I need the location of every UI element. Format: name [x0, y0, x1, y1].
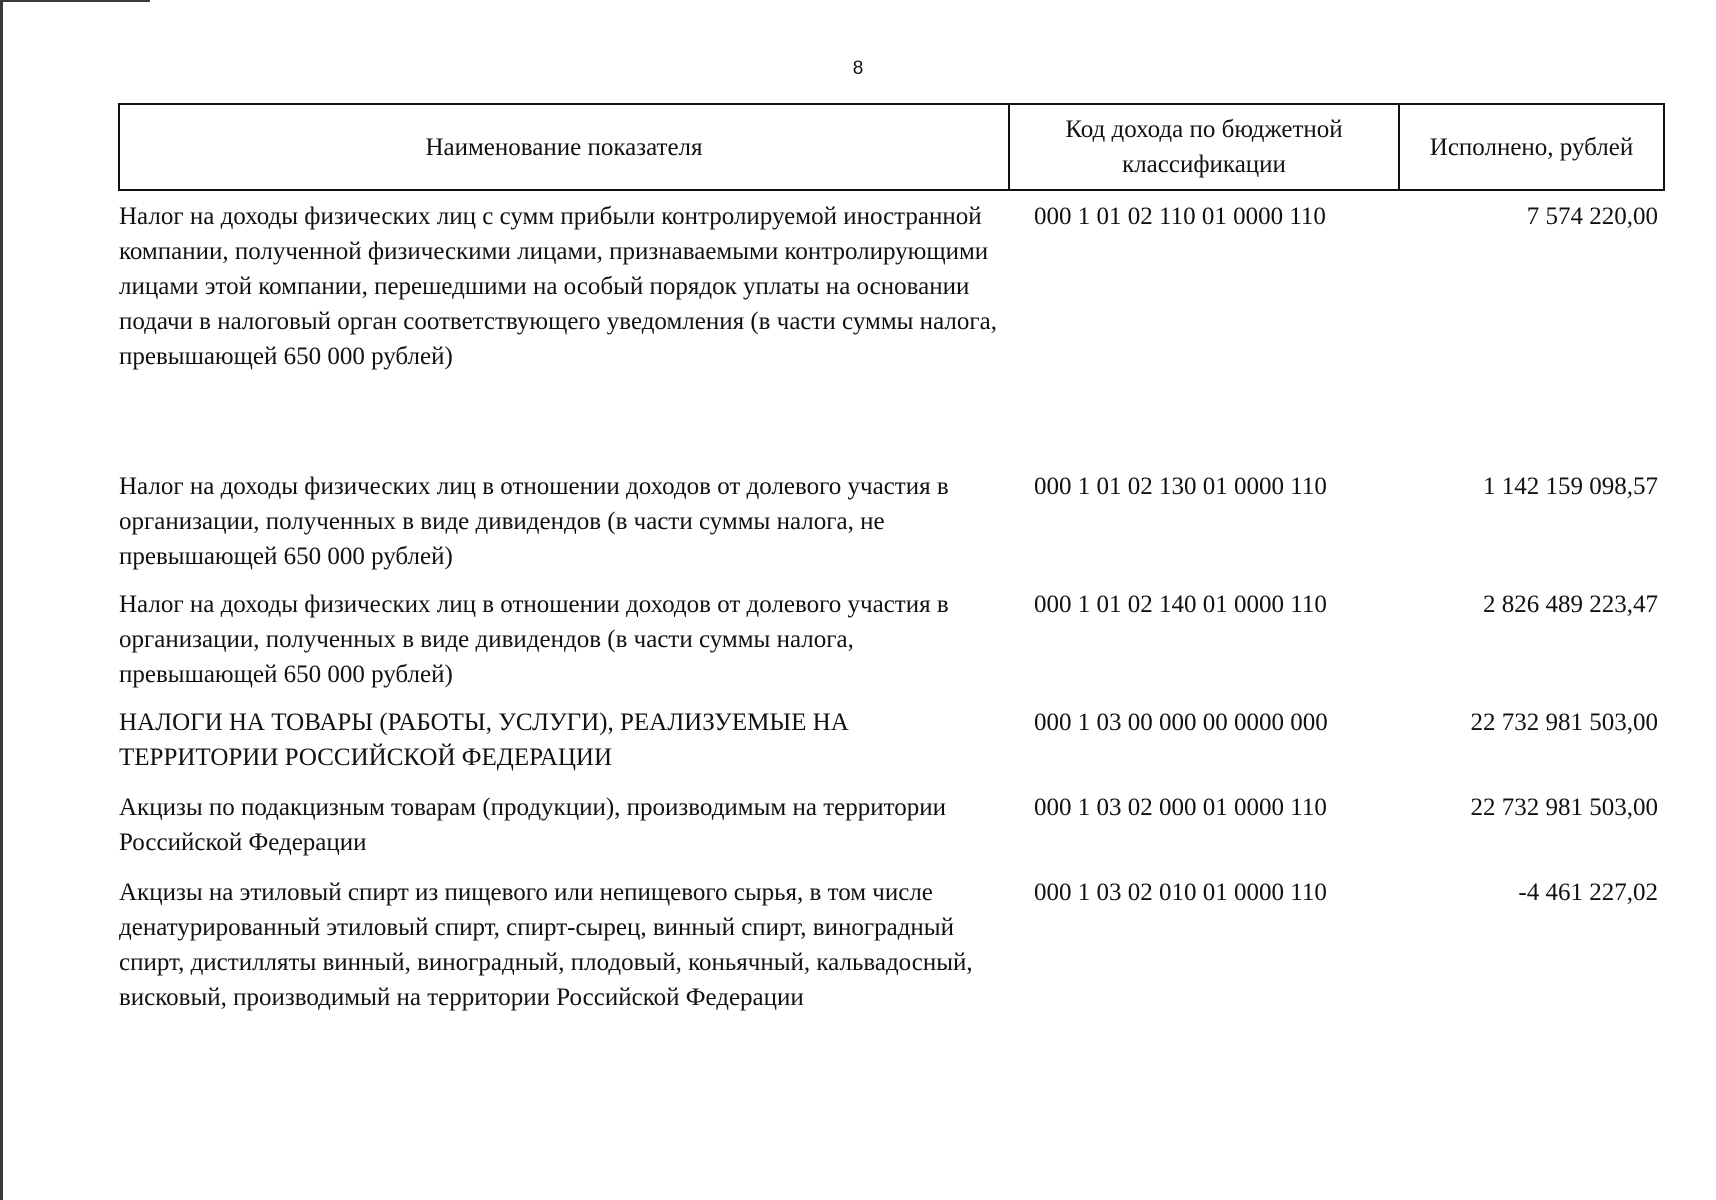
row-name: НАЛОГИ НА ТОВАРЫ (РАБОТЫ, УСЛУГИ), РЕАЛИЗУЕМЫЕ НА ТЕРРИТОРИИ РОССИЙСКОЙ ФЕДЕРАЦИИ	[119, 709, 849, 771]
table-row	[119, 579, 1664, 697]
row-code: 000 1 03 00 000 00 0000 000	[1034, 709, 1328, 736]
table-body	[119, 190, 1664, 1055]
header-amount: Исполнено, рублей	[1399, 104, 1664, 190]
row-code: 000 1 01 02 140 01 0000 110	[1034, 591, 1327, 618]
header-code: Код дохода по бюджетной классификации	[1009, 104, 1399, 190]
row-code: 000 1 03 02 010 01 0000 110	[1034, 879, 1327, 906]
header-name: Наименование показателя	[119, 104, 1009, 190]
row-amount: 22 732 981 503,00	[1470, 794, 1658, 821]
row-name: Акцизы по подакцизным товарам (продукции), производимым на территории Российской Федерации	[119, 794, 946, 856]
row-name: Налог на доходы физических лиц в отношении доходов от долевого участия в организации, полученных в виде дивидендов (в части суммы налога, превышающей 650 000 рублей)	[119, 591, 949, 688]
table-row	[119, 867, 1664, 1055]
scan-edge-top	[0, 0, 150, 2]
row-name: Налог на доходы физических лиц с сумм прибыли контролируемой иностранной компании, полученной физическими лицами, признаваемыми контролирующими лицами этой компании, перешедшими на особый порядок уплаты на основании подачи в налоговый орган соответствующего уведомления (в части суммы налога, превышающей 650 000 рублей)	[119, 203, 997, 370]
row-code: 000 1 01 02 130 01 0000 110	[1034, 473, 1327, 500]
scan-edge-left	[0, 0, 3, 1200]
table-row	[119, 697, 1664, 782]
row-amount: 1 142 159 098,57	[1483, 473, 1658, 500]
row-name: Налог на доходы физических лиц в отношении доходов от долевого участия в организации, полученных в виде дивидендов (в части суммы налога, не превышающей 650 000 рублей)	[119, 473, 949, 570]
row-name: Акцизы на этиловый спирт из пищевого или непищевого сырья, в том числе денатурированный этиловый спирт, спирт-сырец, винный спирт, виноградный спирт, дистилляты винный, виноградный, плодовый, коньячный, кальвадосный, висковый, производимый на территории Российской Федерации	[119, 879, 973, 1011]
table-row	[119, 782, 1664, 867]
table-row	[119, 461, 1664, 579]
revenue-table	[118, 103, 1665, 1055]
row-amount: -4 461 227,02	[1518, 879, 1658, 906]
row-code: 000 1 03 02 000 01 0000 110	[1034, 794, 1327, 821]
row-amount: 7 574 220,00	[1526, 203, 1658, 230]
table-header	[119, 104, 1664, 190]
page-number: 8	[852, 58, 864, 79]
row-amount: 2 826 489 223,47	[1483, 591, 1658, 618]
row-code: 000 1 01 02 110 01 0000 110	[1034, 203, 1326, 230]
row-amount: 22 732 981 503,00	[1470, 709, 1658, 736]
table-row	[119, 190, 1664, 461]
table-header-row	[119, 104, 1664, 190]
